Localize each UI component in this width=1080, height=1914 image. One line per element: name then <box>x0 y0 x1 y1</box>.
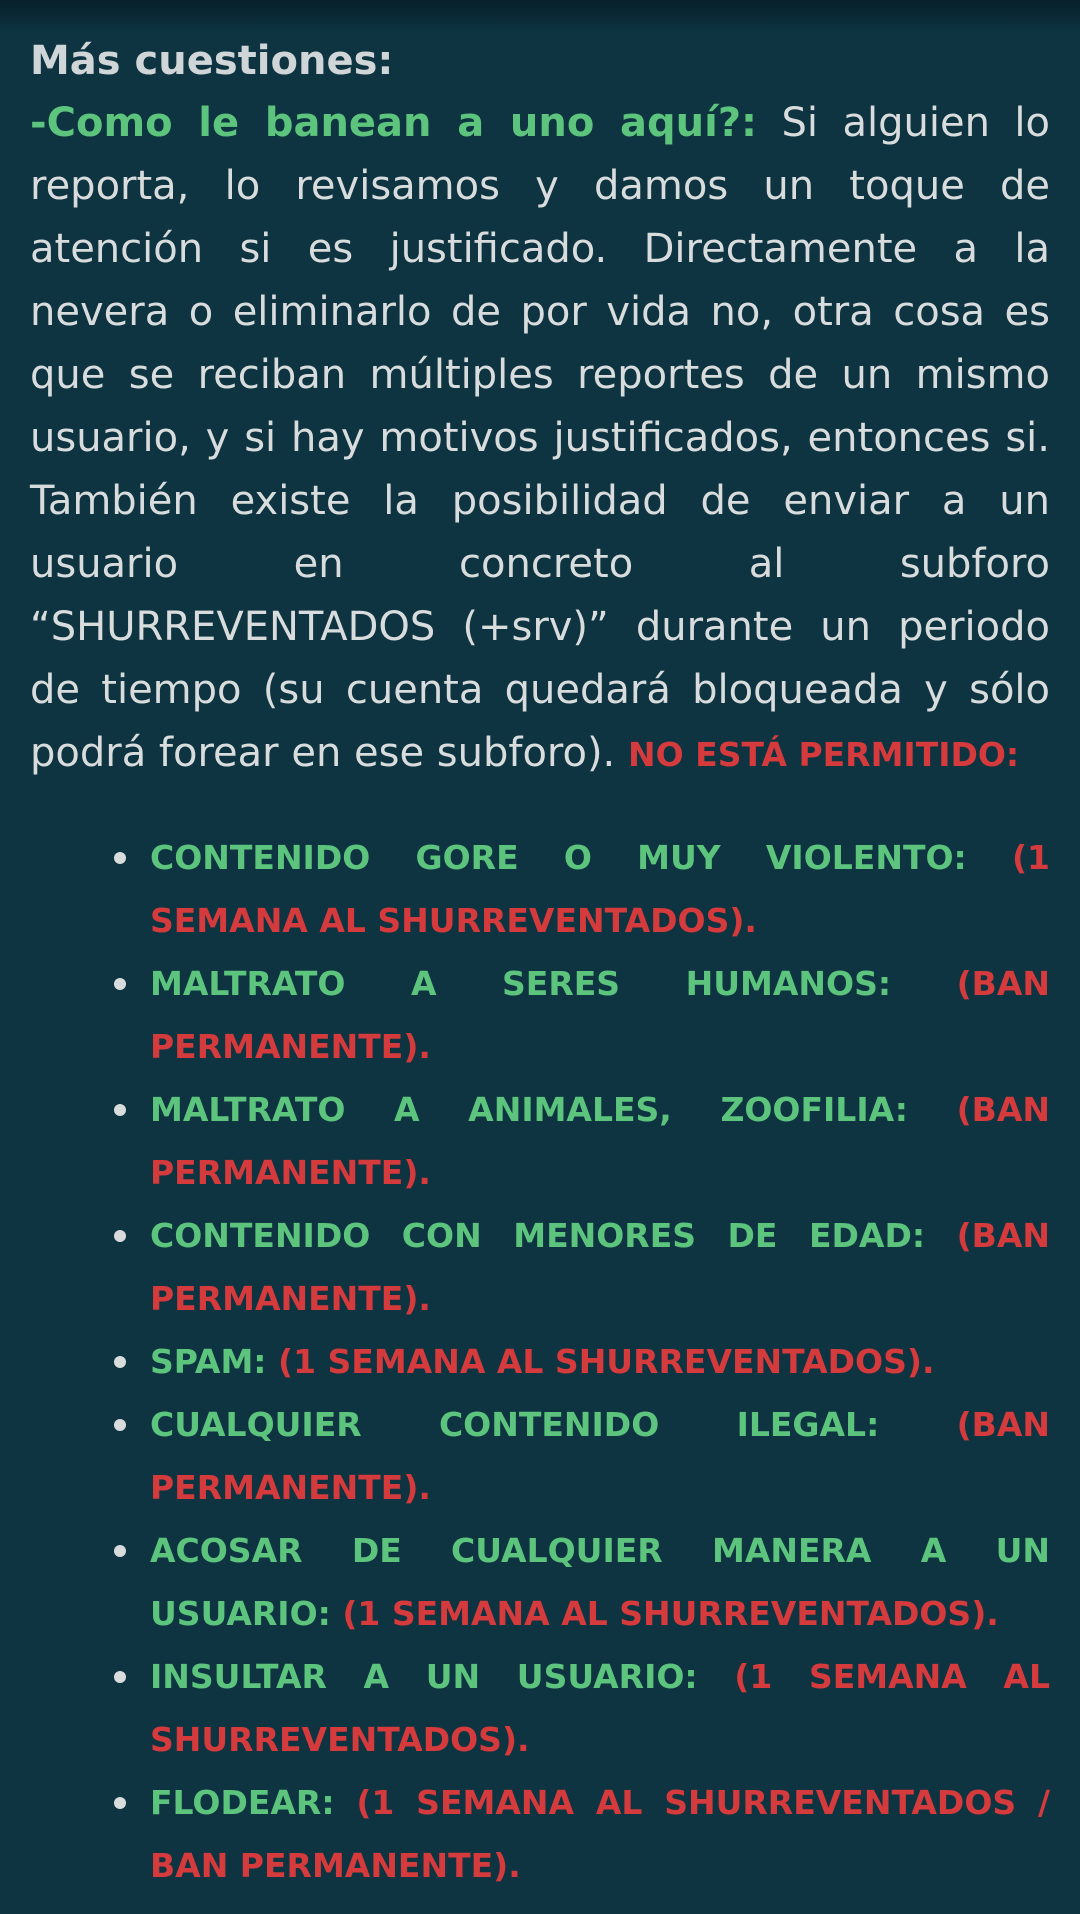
rule-item <box>30 952 1050 1078</box>
bullet-icon <box>114 1356 126 1368</box>
rule-item <box>30 1393 1050 1519</box>
question-label: -Como le banean a uno aquí?: <box>30 100 758 146</box>
top-shadow <box>0 0 1080 34</box>
rule-item <box>30 1645 1050 1771</box>
rule-penalty: (1 SEMANA AL SHURREVENTADOS). <box>342 1594 999 1633</box>
rule-label: SPAM: <box>150 1342 267 1381</box>
rule-label: FLODEAR: <box>150 1783 335 1822</box>
rule-item <box>30 826 1050 952</box>
rule-label: CONTENIDO GORE O MUY VIOLENTO: <box>150 838 967 877</box>
rule-item <box>30 1330 1050 1393</box>
rule-item <box>30 1771 1050 1897</box>
rule-penalty: (BAN PERMANENTE). <box>150 964 1050 1066</box>
rule-penalty: (BAN PERMANENTE). <box>150 1216 1050 1318</box>
bullet-icon <box>114 1545 126 1557</box>
bullet-icon <box>114 978 126 990</box>
not-allowed-label: NO ESTÁ PERMITIDO: <box>628 735 1020 774</box>
rule-item <box>30 1078 1050 1204</box>
rule-penalty: (1 SEMANA AL SHURREVENTADOS). <box>150 838 1050 940</box>
section-heading: Más cuestiones: <box>30 38 394 84</box>
bullet-icon <box>114 1230 126 1242</box>
rules-list <box>30 826 1050 1897</box>
rule-penalty: (1 SEMANA AL SHURREVENTADOS). <box>278 1342 935 1381</box>
rule-item <box>30 1204 1050 1330</box>
bullet-icon <box>114 1797 126 1809</box>
rule-label: ACOSAR DE CUALQUIER MANERA A UN USUARIO: <box>150 1531 1050 1633</box>
rule-penalty: (BAN PERMANENTE). <box>150 1090 1050 1192</box>
bullet-icon <box>114 1104 126 1116</box>
rule-penalty: (1 SEMANA AL SHURREVENTADOS / BAN PERMANENTE). <box>150 1783 1050 1885</box>
rule-penalty: (BAN PERMANENTE). <box>150 1405 1050 1507</box>
ban-explanation-paragraph <box>30 92 1050 786</box>
bullet-icon <box>114 1419 126 1431</box>
rule-label: CUALQUIER CONTENIDO ILEGAL: <box>150 1405 880 1444</box>
rule-label: MALTRATO A SERES HUMANOS: <box>150 964 892 1003</box>
post-content <box>30 30 1050 1897</box>
rule-penalty: (1 SEMANA AL SHURREVENTADOS). <box>150 1657 1050 1759</box>
rule-label: INSULTAR A UN USUARIO: <box>150 1657 698 1696</box>
rule-label: CONTENIDO CON MENORES DE EDAD: <box>150 1216 926 1255</box>
bullet-icon <box>114 852 126 864</box>
rule-item <box>30 1519 1050 1645</box>
bullet-icon <box>114 1671 126 1683</box>
rule-label: MALTRATO A ANIMALES, ZOOFILIA: <box>150 1090 908 1129</box>
answer-text: Si alguien lo reporta, lo revisamos y damos un toque de atención si es justificado. Directamente a la nevera o eliminarlo de por vida no, otra cosa es que se reciban múltiples reportes de un mismo usuario, y si hay motivos justificados, entonces si. También existe la posibilidad de enviar a un usuario en concreto al subforo “SHURREVENTADOS (+srv)” durante un periodo de tiempo (su cuenta quedará bloqueada y sólo podrá forear en ese subforo). <box>30 100 1051 776</box>
